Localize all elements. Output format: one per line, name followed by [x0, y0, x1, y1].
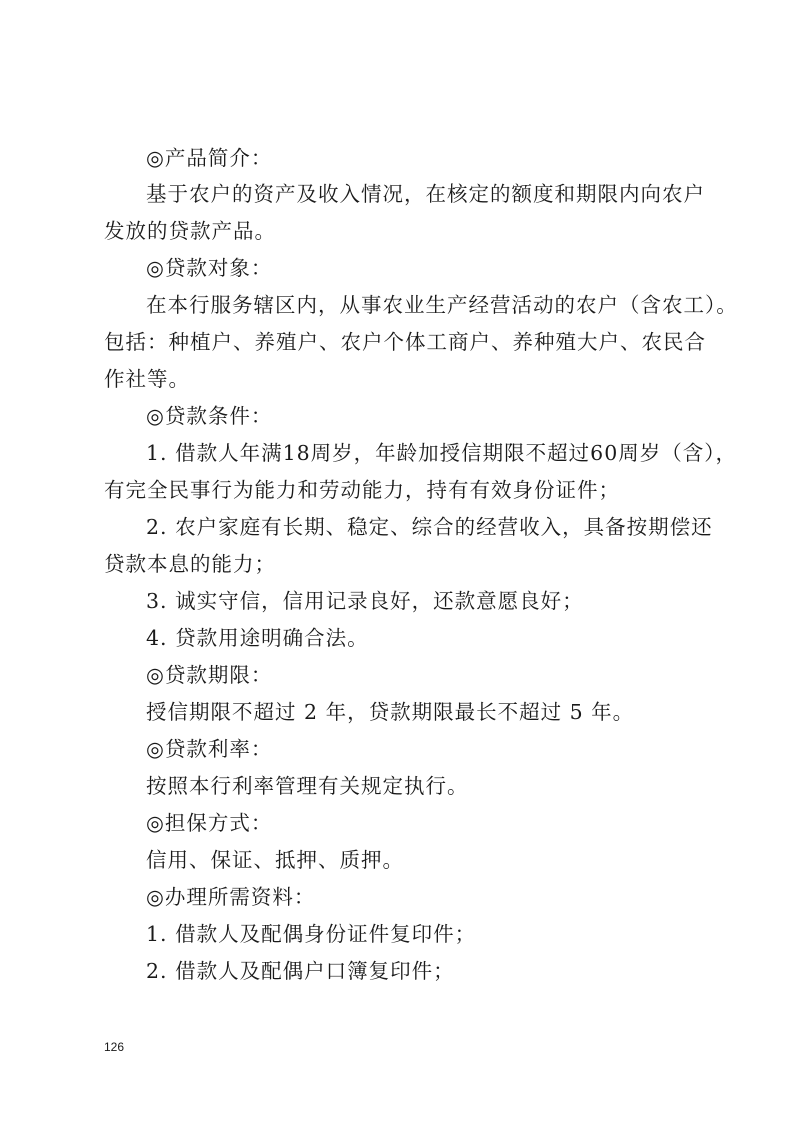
section-heading-loan-conditions: ◎贷款条件： [146, 404, 273, 428]
paragraph-line: 发放的贷款产品。 [104, 219, 276, 243]
section-heading-product-intro: ◎产品简介： [146, 146, 273, 170]
list-item-line: 4. 贷款用途明确合法。 [146, 626, 369, 650]
paragraph-line: 授信期限不超过 2 年，贷款期限最长不超过 5 年。 [146, 700, 635, 724]
list-item-line: 2. 农户家庭有长期、稳定、综合的经营收入，具备按期偿还 [146, 515, 713, 539]
section-heading-guarantee: ◎担保方式： [146, 811, 273, 835]
section-heading-loan-term: ◎贷款期限： [146, 663, 273, 687]
list-item-line: 3. 诚实守信，信用记录良好，还款意愿良好； [146, 589, 584, 613]
paragraph-line: 基于农户的资产及收入情况，在核定的额度和期限内向农户 [146, 182, 705, 206]
paragraph-line: 作社等。 [104, 367, 190, 391]
list-item-line: 2. 借款人及配偶户口簿复印件； [146, 959, 455, 983]
section-heading-loan-target: ◎贷款对象： [146, 256, 273, 280]
page-number: 126 [104, 1040, 125, 1054]
list-item-line: 1. 借款人年满18周岁，年龄加授信期限不超过60周岁（含）， [146, 441, 737, 465]
paragraph-line: 按照本行利率管理有关规定执行。 [146, 774, 469, 798]
paragraph-line: 信用、保证、抵押、质押。 [146, 848, 404, 872]
paragraph-line: 包括：种植户、养殖户、农户个体工商户、养种殖大户、农民合 [104, 330, 706, 354]
list-item-line: 有完全民事行为能力和劳动能力，持有有效身份证件； [104, 478, 620, 502]
section-heading-interest-rate: ◎贷款利率： [146, 737, 273, 761]
list-item-line: 贷款本息的能力； [104, 552, 276, 576]
paragraph-line: 在本行服务辖区内，从事农业生产经营活动的农户（含农工）。 [146, 293, 738, 317]
section-heading-required-docs: ◎办理所需资料： [146, 885, 316, 909]
list-item-line: 1. 借款人及配偶身份证件复印件； [146, 922, 477, 946]
